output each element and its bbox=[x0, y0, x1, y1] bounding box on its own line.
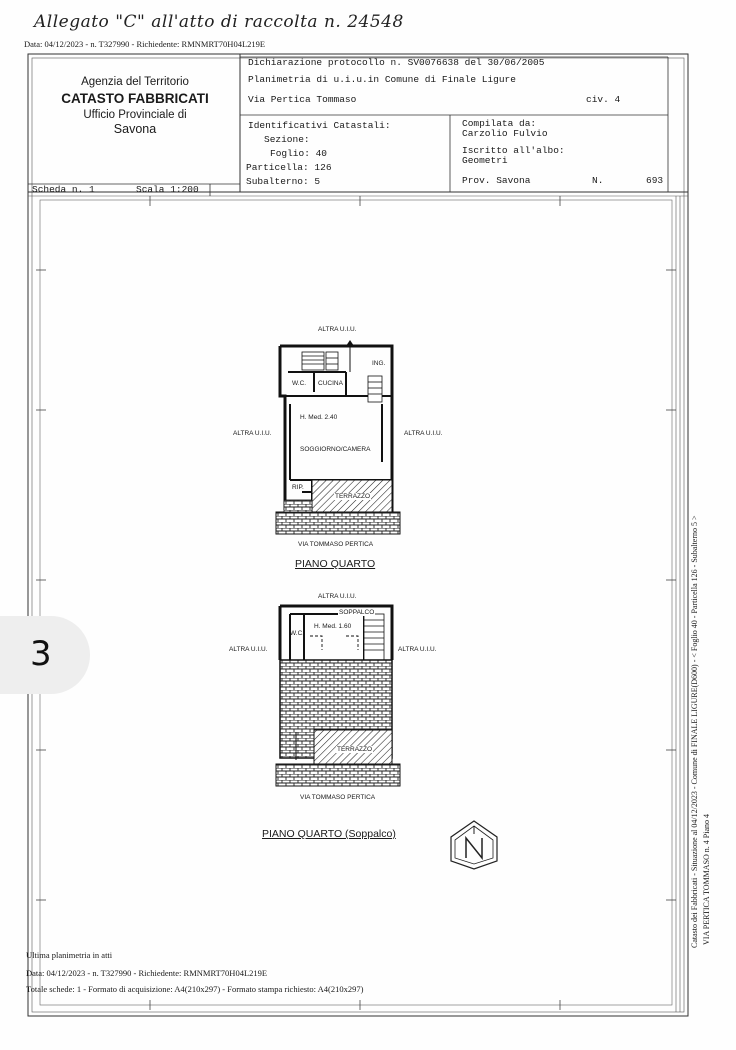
floor1-ripostiglio: RIP. bbox=[292, 484, 304, 491]
sezione-field: Sezione: bbox=[264, 134, 310, 145]
floor1-soggiorno: SOGGIORNO/CAMERA bbox=[300, 446, 371, 453]
floor2-soppalco: SOPPALCO bbox=[339, 609, 375, 616]
page-number-tab[interactable] bbox=[0, 616, 90, 694]
side-text-1: Catasto dei Fabbricati - Situazione al 04/12/2023 - Comune di FINALE LIGURE(D600) - < Foglio 40 - Particella 126 - Subalterno 5 > bbox=[690, 515, 699, 948]
floor1-altra-right: ALTRA U.I.U. bbox=[404, 430, 443, 437]
floor1-ingresso: ING. bbox=[372, 360, 386, 367]
agency-name: Agenzia del Territorio bbox=[81, 76, 189, 88]
floor2-altra-left: ALTRA U.I.U. bbox=[229, 646, 268, 653]
floor2-height: H. Med. 1.60 bbox=[314, 623, 352, 630]
footer-line1: Data: 04/12/2023 - n. T327990 - Richiedente: RMNMRT70H04L219E bbox=[26, 968, 268, 978]
address-text: Via Pertica Tommaso bbox=[248, 94, 357, 105]
handwritten-annotation: Allegato "C" all'atto di raccolta n. 24548 bbox=[34, 12, 404, 32]
particella-field: Particella: 126 bbox=[246, 162, 332, 173]
n-label: N. bbox=[592, 175, 604, 186]
planimetry-text: Planimetria di u.i.u.in Comune di Finale Ligure bbox=[248, 74, 516, 85]
header-meta: Data: 04/12/2023 - n. T327990 - Richiedente: RMNMRT70H04L219E bbox=[24, 39, 266, 49]
subalterno-field: Subalterno: 5 bbox=[246, 176, 321, 187]
floor1-cucina: CUCINA bbox=[318, 380, 343, 387]
albo-value: Geometri bbox=[462, 155, 508, 166]
catasto-title: CATASTO FABBRICATI bbox=[61, 91, 209, 106]
side-text-2: VIA PERTICA TOMMASO n. 4 Piano 4 bbox=[702, 813, 711, 945]
office-city: Savona bbox=[113, 122, 157, 136]
footer-line2: Totale schede: 1 - Formato di acquisizione: A4(210x297) - Formato stampa richiesto: A4(210x297) bbox=[26, 984, 364, 994]
floor1-wc: W.C. bbox=[292, 380, 307, 387]
protocol-text: Dichiarazione protocollo n. SV0076638 del 30/06/2005 bbox=[248, 57, 545, 68]
scala-label: Scala 1:200 bbox=[136, 184, 199, 195]
floor2-wc: W.C. bbox=[290, 630, 305, 637]
compiled-name: Carzolio Fulvio bbox=[462, 128, 548, 139]
floor2-altra-top: ALTRA U.I.U. bbox=[318, 593, 357, 600]
floor1-altra-left: ALTRA U.I.U. bbox=[233, 430, 272, 437]
floor1-street: VIA TOMMASO PERTICA bbox=[298, 541, 374, 548]
floor1-height: H. Med. 2.40 bbox=[300, 414, 338, 421]
floor2-terrazzo: TERRAZZO bbox=[337, 746, 373, 753]
floor1-altra-top: ALTRA U.I.U. bbox=[318, 326, 357, 333]
floor2-street: VIA TOMMASO PERTICA bbox=[300, 794, 376, 801]
compiled-label: Compilata da: bbox=[462, 118, 537, 129]
office-name: Ufficio Provinciale di bbox=[83, 109, 187, 121]
identifiers-title: Identificativi Catastali: bbox=[248, 120, 391, 131]
province: Prov. Savona bbox=[462, 175, 531, 186]
foglio-field: Foglio: 40 bbox=[270, 148, 328, 159]
civic-number: civ. 4 bbox=[586, 94, 621, 105]
albo-label: Iscritto all'albo: bbox=[462, 145, 565, 156]
floor2-title: PIANO QUARTO (Soppalco) bbox=[262, 828, 396, 840]
scheda-label: Scheda n. 1 bbox=[32, 184, 95, 195]
floor2-altra-right: ALTRA U.I.U. bbox=[398, 646, 437, 653]
floor1-title: PIANO QUARTO bbox=[295, 558, 376, 570]
ultima-planimetria: Ultima planimetria in atti bbox=[26, 950, 113, 960]
n-value: 693 bbox=[646, 175, 664, 186]
floor1-terrazzo: TERRAZZO bbox=[335, 493, 371, 500]
page-number: 3 bbox=[30, 634, 52, 674]
